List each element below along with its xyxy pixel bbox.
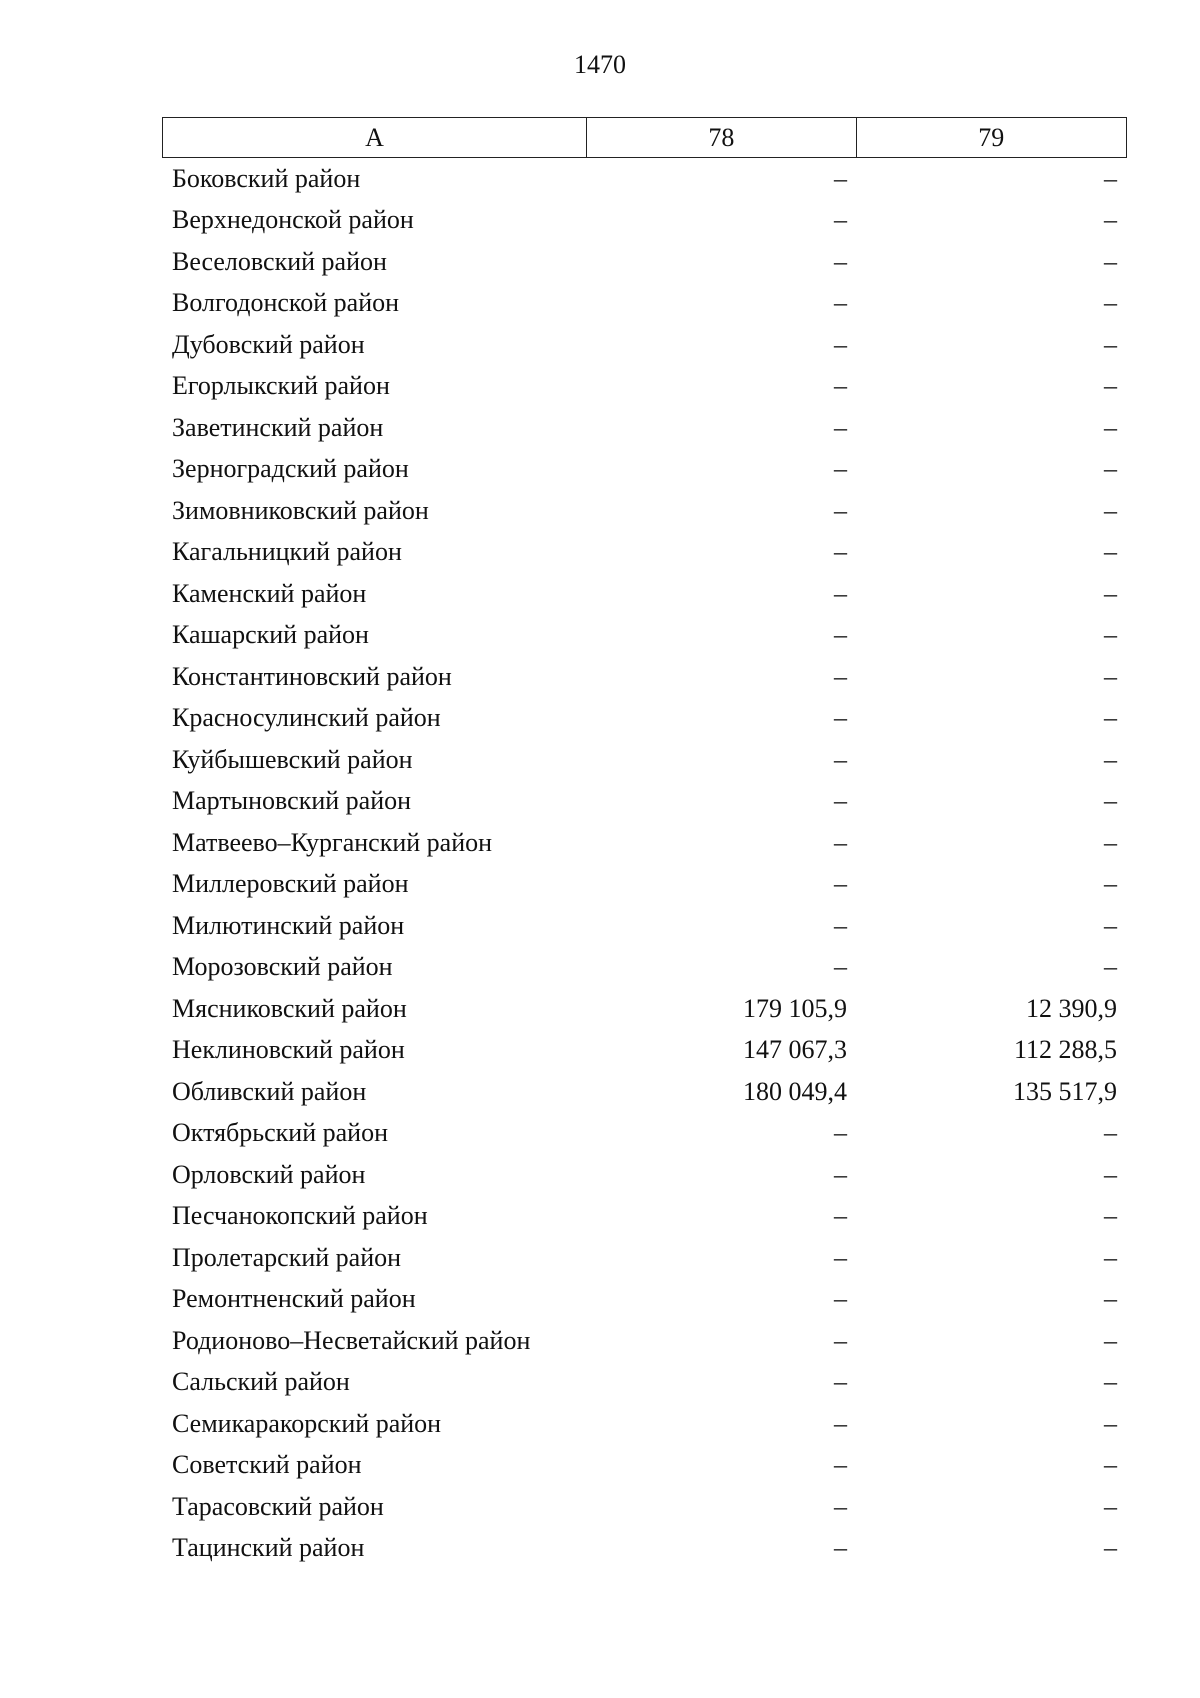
value-col-79: – <box>1104 1450 1117 1480</box>
district-name: Константиновский район <box>172 661 452 691</box>
table-row <box>162 532 1127 574</box>
table-row <box>162 739 1127 781</box>
district-name: Тарасовский район <box>172 1491 384 1521</box>
table-row <box>162 324 1127 366</box>
table-row <box>162 241 1127 283</box>
value-col-78: – <box>834 495 847 525</box>
table-row <box>162 947 1127 989</box>
value-col-78: – <box>834 869 847 899</box>
table-header-row <box>162 117 1127 158</box>
table-row <box>162 1445 1127 1487</box>
value-col-78: 180 049,4 <box>743 1076 847 1106</box>
district-name: Матвеево–Курганский район <box>172 827 493 857</box>
table-row <box>162 158 1127 200</box>
value-col-79: – <box>1104 910 1117 940</box>
value-col-78: – <box>834 744 847 774</box>
district-name: Кагальницкий район <box>172 537 402 567</box>
value-col-79: – <box>1104 620 1117 650</box>
value-col-78: – <box>834 661 847 691</box>
value-col-78: – <box>834 1491 847 1521</box>
district-name: Родионово–Несветайский район <box>172 1325 531 1355</box>
district-name: Заветинский район <box>172 412 384 442</box>
column-header-79: 79 <box>978 122 1005 152</box>
district-name: Миллеровский район <box>172 869 409 899</box>
table-row <box>162 698 1127 740</box>
table-row <box>162 1196 1127 1238</box>
value-col-79: 112 288,5 <box>1013 1035 1117 1065</box>
table-row <box>162 615 1127 657</box>
table-row <box>162 905 1127 947</box>
district-name: Октябрьский район <box>172 1118 388 1148</box>
value-col-78: – <box>834 329 847 359</box>
value-col-78: – <box>834 1325 847 1355</box>
table-row <box>162 822 1127 864</box>
value-col-79: – <box>1104 1284 1117 1314</box>
value-col-78: – <box>834 163 847 193</box>
value-col-79: – <box>1104 454 1117 484</box>
value-col-78: – <box>834 288 847 318</box>
district-name: Мартыновский район <box>172 786 412 816</box>
district-name: Морозовский район <box>172 952 393 982</box>
value-col-79: – <box>1104 537 1117 567</box>
value-col-78: – <box>834 1242 847 1272</box>
table-row <box>162 283 1127 325</box>
value-col-79: – <box>1104 661 1117 691</box>
value-col-78: – <box>834 1201 847 1231</box>
value-col-79: – <box>1104 703 1117 733</box>
district-name: Зимовниковский район <box>172 495 429 525</box>
value-col-79: – <box>1104 246 1117 276</box>
value-col-78: – <box>834 205 847 235</box>
value-col-78: – <box>834 1533 847 1563</box>
district-name: Пролетарский район <box>172 1242 402 1272</box>
value-col-79: 135 517,9 <box>1013 1076 1117 1106</box>
district-name: Куйбышевский район <box>172 744 413 774</box>
district-name: Егорлыкский район <box>172 371 390 401</box>
value-col-79: – <box>1104 329 1117 359</box>
table-row <box>162 656 1127 698</box>
district-name: Дубовский район <box>172 329 365 359</box>
table-row <box>162 366 1127 408</box>
value-col-79: – <box>1104 205 1117 235</box>
table-row <box>162 1113 1127 1155</box>
district-name: Кашарский район <box>172 620 369 650</box>
value-col-78: – <box>834 620 847 650</box>
value-col-79: – <box>1104 1533 1117 1563</box>
value-col-79: – <box>1104 744 1117 774</box>
value-col-79: – <box>1104 578 1117 608</box>
value-col-79: – <box>1104 495 1117 525</box>
data-table <box>162 117 1127 1569</box>
district-name: Милютинский район <box>172 910 405 940</box>
value-col-79: – <box>1104 371 1117 401</box>
value-col-78: 147 067,3 <box>743 1035 847 1065</box>
value-col-78: 179 105,9 <box>743 993 847 1023</box>
value-col-78: – <box>834 786 847 816</box>
table-row <box>162 1528 1127 1570</box>
district-name: Волгодонской район <box>172 288 400 318</box>
district-name: Советский район <box>172 1450 362 1480</box>
value-col-78: – <box>834 952 847 982</box>
value-col-78: – <box>834 246 847 276</box>
value-col-79: – <box>1104 163 1117 193</box>
value-col-79: – <box>1104 412 1117 442</box>
district-name: Ремонтненский район <box>172 1284 416 1314</box>
table-row <box>162 781 1127 823</box>
value-col-78: – <box>834 1159 847 1189</box>
value-col-78: – <box>834 1408 847 1438</box>
value-col-79: – <box>1104 1159 1117 1189</box>
district-name: Боковский район <box>172 163 361 193</box>
column-header-78: 78 <box>587 118 856 157</box>
value-col-79: – <box>1104 1242 1117 1272</box>
value-col-78: – <box>834 371 847 401</box>
district-name: Сальский район <box>172 1367 350 1397</box>
district-name: Зерноградский район <box>172 454 409 484</box>
table-body <box>162 158 1127 1569</box>
district-name: Тацинский район <box>172 1533 365 1563</box>
value-col-79: – <box>1104 1367 1117 1397</box>
value-col-79: – <box>1104 1201 1117 1231</box>
table-row <box>162 1362 1127 1404</box>
table-row <box>162 407 1127 449</box>
value-col-78: – <box>834 578 847 608</box>
district-name: Песчанокопский район <box>172 1201 428 1231</box>
value-col-78: – <box>834 910 847 940</box>
table-row <box>162 1237 1127 1279</box>
value-col-78: – <box>834 537 847 567</box>
table-row <box>162 1030 1127 1072</box>
table-row <box>162 864 1127 906</box>
value-col-78: – <box>834 1450 847 1480</box>
value-col-78: – <box>834 703 847 733</box>
table-row <box>162 1486 1127 1528</box>
value-col-78: – <box>834 412 847 442</box>
table-row <box>162 449 1127 491</box>
district-name: Неклиновский район <box>172 1035 405 1065</box>
value-col-79: 12 390,9 <box>1026 993 1117 1023</box>
table-row <box>162 1154 1127 1196</box>
value-col-79: – <box>1104 288 1117 318</box>
value-col-79: – <box>1104 1118 1117 1148</box>
value-col-79: – <box>1104 827 1117 857</box>
value-col-79: – <box>1104 869 1117 899</box>
table-row <box>162 200 1127 242</box>
value-col-79: – <box>1104 786 1117 816</box>
value-col-79: – <box>1104 952 1117 982</box>
value-col-79: – <box>1104 1408 1117 1438</box>
value-col-78: – <box>834 1284 847 1314</box>
value-col-78: – <box>834 827 847 857</box>
district-name: Каменский район <box>172 578 367 608</box>
table-row <box>162 573 1127 615</box>
district-name: Верхнедонской район <box>172 205 414 235</box>
district-name: Мясниковский район <box>172 993 407 1023</box>
table-row <box>162 988 1127 1030</box>
value-col-78: – <box>834 454 847 484</box>
table-row <box>162 1071 1127 1113</box>
column-header-a: А <box>163 118 587 157</box>
district-name: Веселовский район <box>172 246 387 276</box>
table-row <box>162 1320 1127 1362</box>
district-name: Семикаракорский район <box>172 1408 442 1438</box>
district-name: Орловский район <box>172 1159 366 1189</box>
table-row <box>162 490 1127 532</box>
table-row <box>162 1403 1127 1445</box>
district-name: Красносулинский район <box>172 703 441 733</box>
value-col-79: – <box>1104 1325 1117 1355</box>
value-col-79: – <box>1104 1491 1117 1521</box>
value-col-78: – <box>834 1118 847 1148</box>
district-name: Обливский район <box>172 1076 367 1106</box>
table-row <box>162 1279 1127 1321</box>
value-col-78: – <box>834 1367 847 1397</box>
page-number: 1470 <box>574 50 626 79</box>
